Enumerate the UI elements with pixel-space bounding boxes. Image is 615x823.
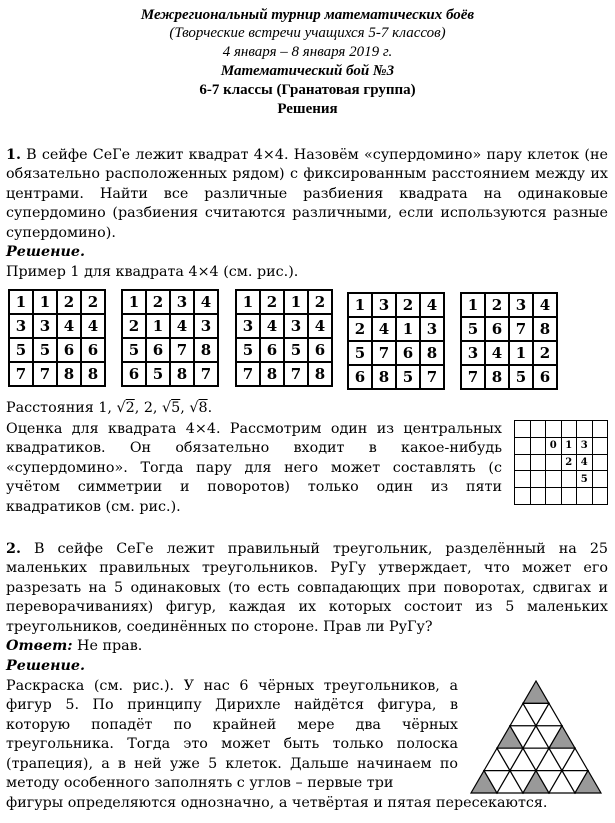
distances-prefix: Расстояния 1, xyxy=(6,400,117,416)
grid-cell xyxy=(592,488,608,505)
grid-cell: 1 xyxy=(396,317,420,341)
grid-cell: 4 xyxy=(372,317,396,341)
grid-cell: 3 xyxy=(194,314,218,338)
grid-cell xyxy=(530,454,546,471)
problem-1-solution-label: Решение. xyxy=(6,244,85,260)
grid-cell: 3 xyxy=(284,314,308,338)
grid-cell: 3 xyxy=(33,314,57,338)
example-grid-5 xyxy=(460,292,558,390)
grid-cell: 2 xyxy=(485,293,509,317)
grid-cell: 2 xyxy=(57,290,81,314)
sqrt-2-value: 2 xyxy=(125,400,135,416)
grid-cell: 8 xyxy=(420,341,444,365)
grid-cell: 7 xyxy=(236,362,260,386)
grid-cell xyxy=(577,421,593,438)
colored-triangle-figure xyxy=(468,680,604,795)
grid-cell: 2 xyxy=(122,314,146,338)
answer-text: Не прав. xyxy=(77,638,143,654)
grid-cell: 7 xyxy=(33,362,57,386)
tournament-title: Межрегиональный турнир математических боёв xyxy=(140,7,475,23)
sqrt-sign: √ xyxy=(116,400,126,416)
problem-2-text: В сейфе СеГе лежит правильный треугольник, разделённый на 25 маленьких правильных треугольников. РуГу утверждает, что может его разрезать на 5 одинаковых (то есть совпадающих при поворотах, сдвигах и переворачиваниях) фигур, каждая их которых состоит из 5 маленьких треугольников, соединённых по стороне. Прав ли РуГу? xyxy=(6,541,609,635)
distances-sep-2: , xyxy=(180,400,190,416)
problem-2-statement xyxy=(6,540,608,637)
grid-cell: 1 xyxy=(236,290,260,314)
battle-title: Математический бой №3 xyxy=(220,63,395,79)
tournament-dates: 4 января – 8 января 2019 г. xyxy=(222,44,393,60)
grid-cell: 8 xyxy=(170,362,194,386)
grid-cell: 5 xyxy=(33,338,57,362)
grid-cell xyxy=(515,471,531,488)
grid-cell: 7 xyxy=(284,362,308,386)
grid-cell xyxy=(546,421,562,438)
grid-cell: 8 xyxy=(308,362,332,386)
grid-cell xyxy=(515,454,531,471)
grid-cell: 3 xyxy=(461,341,485,365)
example-grid-4 xyxy=(347,292,445,390)
example-grid-2 xyxy=(121,289,219,387)
grid-cell: 3 xyxy=(420,317,444,341)
grid-cell: 5 xyxy=(577,471,593,488)
grid-cell: 7 xyxy=(194,362,218,386)
grid-cell: 6 xyxy=(81,338,105,362)
grid-cell: 7 xyxy=(509,317,533,341)
grid-cell: 3 xyxy=(509,293,533,317)
sqrt-sign: √ xyxy=(162,400,172,416)
grid-cell: 4 xyxy=(57,314,81,338)
grid-cell xyxy=(546,488,562,505)
grid-cell: 5 xyxy=(122,338,146,362)
problem-2-number: 2. xyxy=(6,541,21,557)
grid-cell: 5 xyxy=(146,362,170,386)
group-title: 6-7 классы (Гранатовая группа) xyxy=(199,82,416,98)
grid-cell: 8 xyxy=(260,362,284,386)
problem-1-statement xyxy=(6,146,608,243)
grid-cell xyxy=(530,421,546,438)
grid-cell xyxy=(530,488,546,505)
grid-cell xyxy=(515,437,531,454)
grid-cell: 8 xyxy=(533,317,557,341)
grid-cell xyxy=(592,454,608,471)
grid-cell: 5 xyxy=(396,365,420,389)
grid-cell xyxy=(515,421,531,438)
grid-cell: 4 xyxy=(170,314,194,338)
dark-triangle xyxy=(523,681,549,703)
grid-cell: 4 xyxy=(81,314,105,338)
problem-2-last-line: фигуры определяются однозначно, а четвёртая и пятая пересекаются. xyxy=(6,795,548,811)
tournament-subtitle: (Творческие встречи учащихся 5-7 классов) xyxy=(169,25,446,41)
grid-cell: 5 xyxy=(348,341,372,365)
grid-cell: 6 xyxy=(308,338,332,362)
grid-cell: 1 xyxy=(122,290,146,314)
problem-1-number: 1. xyxy=(6,147,21,163)
grid-cell: 5 xyxy=(461,317,485,341)
grid-cell: 4 xyxy=(485,341,509,365)
grid-cell: 2 xyxy=(146,290,170,314)
grid-cell: 2 xyxy=(396,293,420,317)
grid-cell: 1 xyxy=(348,293,372,317)
grid-cell: 2 xyxy=(260,290,284,314)
grid-cell xyxy=(530,471,546,488)
grid-cell: 3 xyxy=(9,314,33,338)
grid-cell: 7 xyxy=(420,365,444,389)
grid-cell xyxy=(546,471,562,488)
grid-cell: 3 xyxy=(372,293,396,317)
grid-cell: 3 xyxy=(577,437,593,454)
grid-cell: 4 xyxy=(420,293,444,317)
problem-2-solution-text: Раскраска (см. рис.). У нас 6 чёрных треугольников, а фигур 5. По принципу Дирихле найдётся фигура, в которую попадёт по крайней мере два чёрных треугольника. Тогда это может быть только полоска (трапеция), а в ней уже 5 клеток. Дальше начинаем по методу особенного заполнять с углов – первые три xyxy=(6,678,458,792)
grid-cell: 1 xyxy=(9,290,33,314)
problem-1-example-line: Пример 1 для квадрата 4×4 (см. рис.). xyxy=(6,264,299,280)
problem-1-text: В сейфе СеГе лежит квадрат 4×4. Назовём «супердомино» пару клеток (не обязательно расположенных рядом) с фиксированным расстоянием между их центрами. Найти все различные разбиения квадрата на одинаковые супердомино (разбиения считаются различными, если используются разные супердомино). xyxy=(6,147,608,241)
distances-period: . xyxy=(207,400,213,416)
grid-cell: 2 xyxy=(81,290,105,314)
grid-cell: 2 xyxy=(348,317,372,341)
grid-cell: 4 xyxy=(577,454,593,471)
grid-cell: 8 xyxy=(81,362,105,386)
grid-cell: 6 xyxy=(260,338,284,362)
grid-cell: 4 xyxy=(194,290,218,314)
grid-cell: 7 xyxy=(372,341,396,365)
grid-cell: 5 xyxy=(236,338,260,362)
grid-cell: 1 xyxy=(509,341,533,365)
grid-cell: 6 xyxy=(348,365,372,389)
distances-sep-1: , 2, xyxy=(134,400,163,416)
grid-cell: 7 xyxy=(170,338,194,362)
grid-cell: 4 xyxy=(533,293,557,317)
grid-cell xyxy=(530,437,546,454)
example-grid-1 xyxy=(8,289,106,387)
grid-cell xyxy=(546,454,562,471)
estimate-paragraph: Оценка для квадрата 4×4. Рассмотрим один из центральных квадратиков. Он обязательно входит в какое-нибудь «супердомино». Тогда пару для него может составлять (с учётом симметрии и поворотов) только один из пяти квадратиков (см. рис.). xyxy=(6,421,502,515)
grid-cell: 8 xyxy=(372,365,396,389)
grid-cell xyxy=(592,471,608,488)
grid-cell: 3 xyxy=(170,290,194,314)
grid-cell: 1 xyxy=(561,437,577,454)
grid-cell xyxy=(561,421,577,438)
grid-cell: 6 xyxy=(533,365,557,389)
grid-cell: 2 xyxy=(308,290,332,314)
grid-cell: 5 xyxy=(9,338,33,362)
grid-cell: 6 xyxy=(146,338,170,362)
neighbor-grid xyxy=(514,420,608,505)
grid-cell: 7 xyxy=(461,365,485,389)
grid-cell: 7 xyxy=(9,362,33,386)
grid-cell xyxy=(577,488,593,505)
grid-cell: 1 xyxy=(146,314,170,338)
grid-cell xyxy=(592,421,608,438)
grid-cell: 3 xyxy=(236,314,260,338)
solutions-title: Решения xyxy=(277,101,338,117)
grid-cell: 8 xyxy=(57,362,81,386)
grid-cell xyxy=(592,437,608,454)
grid-cell: 6 xyxy=(485,317,509,341)
sqrt-sign: √ xyxy=(189,400,199,416)
grid-cell: 1 xyxy=(33,290,57,314)
problem-2-solution-label: Решение. xyxy=(6,658,85,674)
grid-cell: 1 xyxy=(284,290,308,314)
grid-cell: 6 xyxy=(396,341,420,365)
answer-label: Ответ: xyxy=(6,638,73,654)
grid-cell xyxy=(561,488,577,505)
grid-cell: 6 xyxy=(57,338,81,362)
sqrt-8-value: 8 xyxy=(198,400,208,416)
grid-cell: 1 xyxy=(461,293,485,317)
problem-2-answer xyxy=(6,637,608,656)
grid-cell: 2 xyxy=(561,454,577,471)
grid-cell: 2 xyxy=(533,341,557,365)
grid-cell: 8 xyxy=(194,338,218,362)
distances-line xyxy=(6,399,608,418)
grid-cell: 4 xyxy=(308,314,332,338)
grid-cell xyxy=(515,488,531,505)
example-grid-3 xyxy=(235,289,333,387)
grid-cell: 5 xyxy=(509,365,533,389)
grid-cell xyxy=(561,471,577,488)
grid-cell: 4 xyxy=(260,314,284,338)
grid-cell: 6 xyxy=(122,362,146,386)
grid-cell: 5 xyxy=(284,338,308,362)
grid-cell: 0 xyxy=(546,437,562,454)
sqrt-5-value: 5 xyxy=(171,400,181,416)
grid-cell: 8 xyxy=(485,365,509,389)
